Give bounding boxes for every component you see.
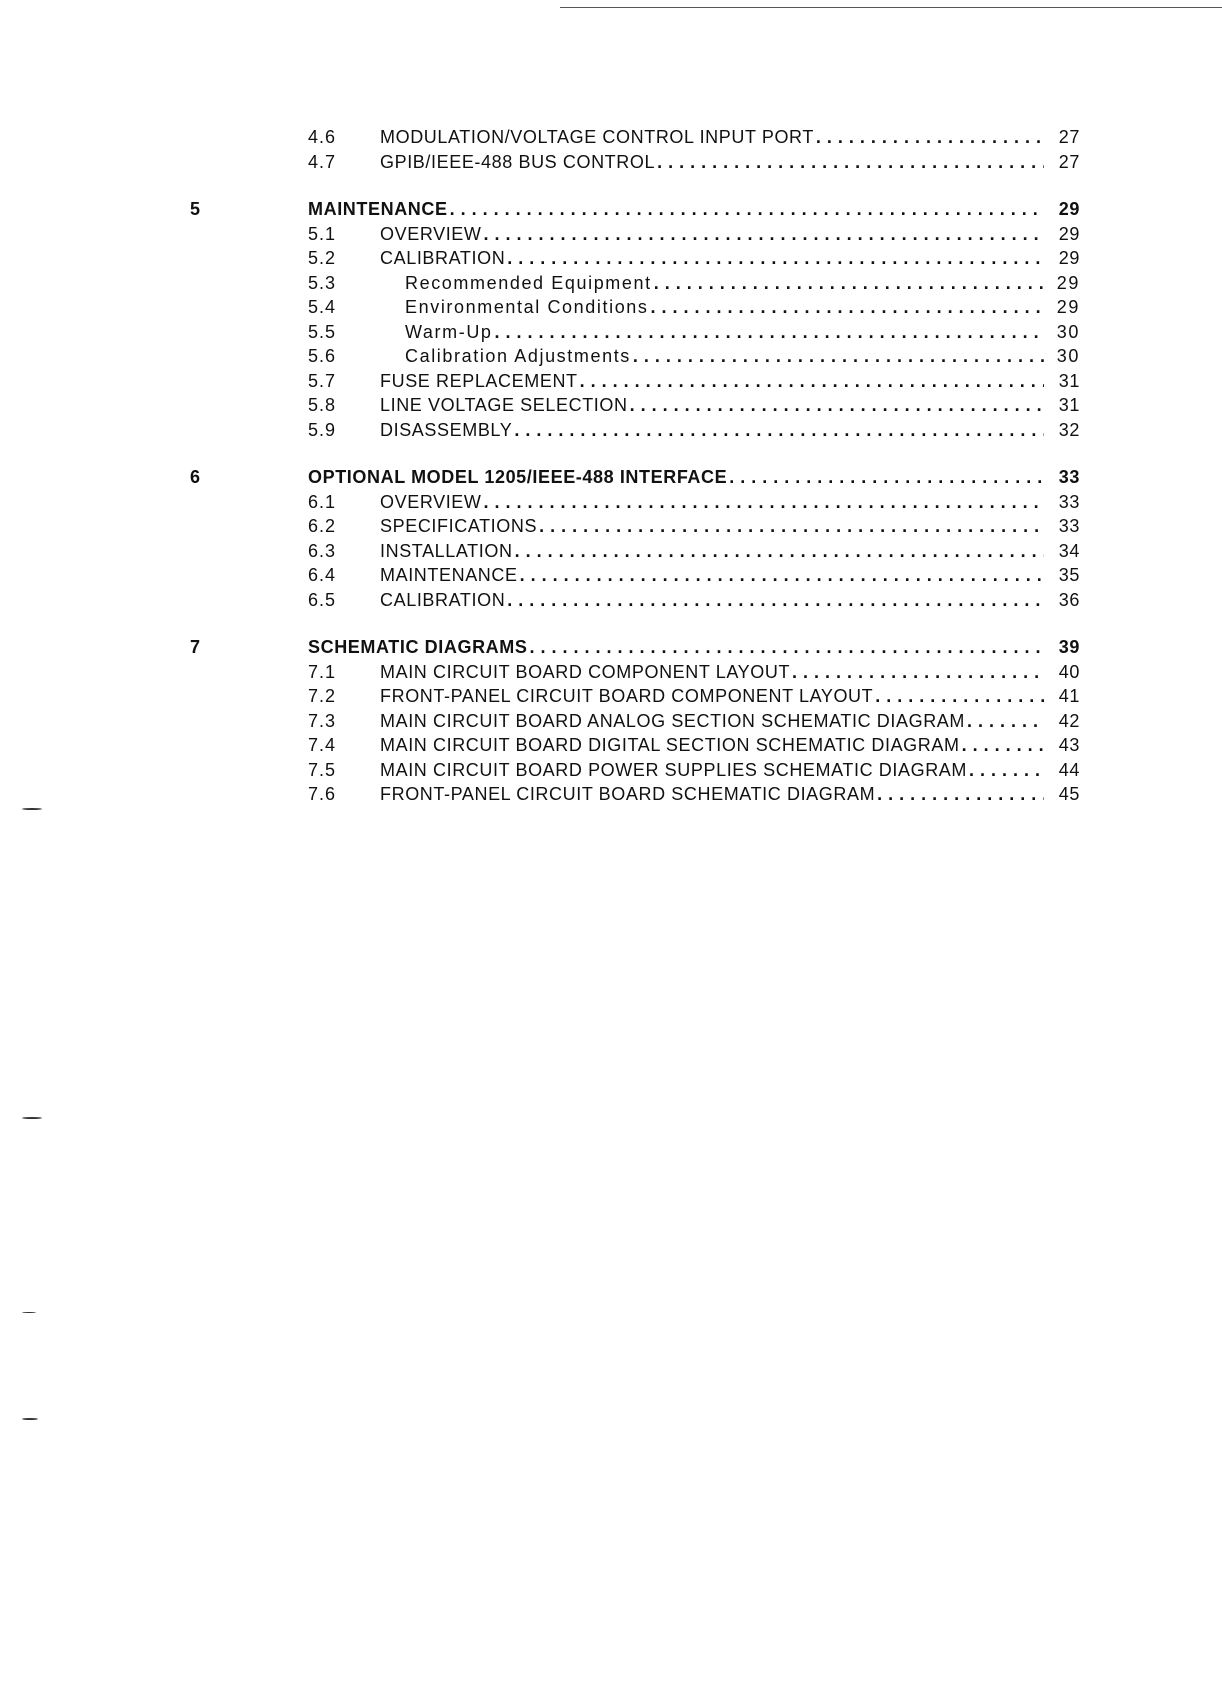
toc-entry[interactable] — [0, 563, 1222, 588]
toc-entry[interactable] — [0, 588, 1222, 613]
dot-leader — [495, 320, 1044, 345]
entry-page: 41 — [1058, 686, 1080, 706]
entry-line — [380, 758, 1080, 783]
chapter-title: OPTIONAL MODEL 1205/IEEE-488 INTERFACE — [308, 467, 728, 487]
entry-title: OVERVIEW — [380, 491, 482, 512]
entry-line — [405, 271, 1080, 296]
chapter-page: 29 — [1058, 199, 1080, 219]
entry-number: 6.1 — [308, 491, 337, 512]
entry-line — [380, 514, 1080, 539]
dot-leader — [484, 490, 1045, 515]
entry-line — [380, 709, 1080, 734]
entry-page: 42 — [1058, 710, 1080, 731]
binding-hole-mark — [22, 1418, 38, 1420]
entry-number: 7.4 — [308, 735, 337, 755]
entry-page: 43 — [1058, 735, 1080, 755]
toc-entry[interactable] — [0, 369, 1222, 394]
entry-title: DISASSEMBLY — [380, 419, 513, 440]
entry-number: 4.6 — [308, 127, 337, 147]
chapter-number: 6 — [190, 467, 201, 487]
toc-entry[interactable] — [0, 222, 1222, 247]
entry-page: 27 — [1058, 151, 1080, 172]
entry-title: FRONT-PANEL CIRCUIT BOARD COMPONENT LAYOUT — [380, 686, 874, 706]
entry-page: 29 — [1058, 248, 1080, 268]
entry-title: FRONT-PANEL CIRCUIT BOARD SCHEMATIC DIAGRAM — [380, 784, 876, 804]
entry-line — [380, 563, 1080, 588]
dot-leader — [630, 393, 1044, 418]
entry-title: MAIN CIRCUIT BOARD COMPONENT LAYOUT — [380, 661, 791, 682]
entry-line — [380, 588, 1080, 613]
entry-number: 4.7 — [308, 151, 337, 172]
entry-title: SPECIFICATIONS — [380, 516, 538, 536]
entry-line — [380, 733, 1080, 758]
entry-page: 40 — [1058, 661, 1080, 682]
chapter-line — [308, 635, 1080, 660]
dot-leader — [877, 782, 1044, 807]
dot-leader — [580, 369, 1044, 394]
chapter-number: 5 — [190, 199, 201, 219]
entry-title: MAINTENANCE — [380, 565, 518, 585]
toc-entry[interactable] — [0, 758, 1222, 783]
entry-title: Recommended Equipment — [405, 272, 652, 293]
entry-title: Environmental Conditions — [405, 297, 649, 317]
entry-title: FUSE REPLACEMENT — [380, 370, 578, 391]
entry-title: LINE VOLTAGE SELECTION — [380, 395, 628, 415]
entry-number: 7.3 — [308, 710, 337, 731]
entry-line — [380, 418, 1080, 443]
dot-leader — [484, 222, 1045, 247]
entry-number: 5.2 — [308, 248, 337, 268]
entry-number: 7.1 — [308, 661, 337, 682]
dot-leader — [539, 514, 1044, 539]
entry-line — [380, 222, 1080, 247]
binding-hole-mark — [22, 1312, 36, 1313]
toc-entry[interactable] — [0, 418, 1222, 443]
toc-chapter-5 — [0, 197, 1222, 442]
entry-line — [405, 344, 1080, 369]
entry-line — [380, 490, 1080, 515]
entry-title: MAIN CIRCUIT BOARD ANALOG SECTION SCHEMATIC DIAGRAM — [380, 710, 965, 731]
dot-leader — [654, 271, 1044, 296]
toc-entry[interactable] — [0, 684, 1222, 709]
entry-title: CALIBRATION — [380, 248, 506, 268]
entry-number: 6.4 — [308, 565, 337, 585]
entry-number: 5.3 — [308, 272, 337, 293]
entry-number: 5.7 — [308, 370, 337, 391]
entry-page: 31 — [1058, 395, 1080, 415]
entry-number: 5.4 — [308, 297, 337, 317]
entry-line — [380, 660, 1080, 685]
entry-page: 34 — [1058, 540, 1080, 561]
binding-hole-mark — [22, 1117, 42, 1119]
entry-line — [380, 393, 1080, 418]
entry-title: OVERVIEW — [380, 223, 482, 244]
dot-leader — [967, 709, 1044, 734]
chapter-line — [308, 197, 1080, 222]
dot-leader — [507, 246, 1044, 271]
chapter-title: MAINTENANCE — [308, 199, 448, 219]
entry-title: Warm-Up — [405, 321, 493, 342]
toc-entry[interactable] — [0, 709, 1222, 734]
entry-page: 30 — [1056, 321, 1080, 342]
entry-page: 44 — [1058, 759, 1080, 780]
entry-number: 7.2 — [308, 686, 337, 706]
entry-number: 6.2 — [308, 516, 337, 536]
entry-title: CALIBRATION — [380, 589, 506, 610]
toc-chapter-7 — [0, 635, 1222, 807]
chapter-number: 7 — [190, 637, 201, 657]
toc-entry[interactable] — [0, 660, 1222, 685]
entry-line — [380, 539, 1080, 564]
chapter-page: 33 — [1058, 467, 1080, 487]
toc-entry[interactable] — [0, 320, 1222, 345]
toc-chapter-heading[interactable] — [0, 197, 1222, 222]
entry-number: 5.6 — [308, 346, 337, 366]
entry-line — [405, 320, 1080, 345]
entry-number: 5.8 — [308, 395, 337, 415]
toc-entry[interactable] — [0, 539, 1222, 564]
dot-leader — [875, 684, 1044, 709]
entry-page: 33 — [1058, 491, 1080, 512]
entry-page: 45 — [1058, 784, 1080, 804]
dot-leader — [962, 733, 1044, 758]
toc-chapter-heading[interactable] — [0, 465, 1222, 490]
entry-page: 33 — [1058, 516, 1080, 536]
toc-entry[interactable] — [0, 246, 1222, 271]
entry-page: 29 — [1056, 272, 1080, 293]
toc-chapter-6 — [0, 465, 1222, 612]
entry-line — [380, 684, 1080, 709]
entry-page: 30 — [1056, 346, 1080, 366]
toc-entry[interactable] — [0, 733, 1222, 758]
entry-page: 36 — [1058, 589, 1080, 610]
toc-entry[interactable] — [0, 125, 1222, 150]
toc-entry[interactable] — [0, 782, 1222, 807]
dot-leader — [520, 563, 1044, 588]
entry-page: 32 — [1058, 419, 1080, 440]
entry-page: 31 — [1058, 370, 1080, 391]
scan-edge-rule — [560, 7, 1222, 8]
entry-title: MAIN CIRCUIT BOARD DIGITAL SECTION SCHEMATIC DIAGRAM — [380, 735, 960, 755]
chapter-line — [308, 465, 1080, 490]
dot-leader — [514, 418, 1044, 443]
chapter-title: SCHEMATIC DIAGRAMS — [308, 637, 528, 657]
dot-leader — [651, 295, 1044, 320]
entry-line — [380, 150, 1080, 175]
table-of-contents — [0, 125, 1222, 830]
toc-entry[interactable] — [0, 150, 1222, 175]
entry-number: 6.5 — [308, 589, 337, 610]
entry-title: Calibration Adjustments — [405, 346, 631, 366]
entry-number: 7.5 — [308, 759, 337, 780]
chapter-page: 39 — [1058, 637, 1080, 657]
entry-line — [405, 295, 1080, 320]
dot-leader — [657, 150, 1044, 175]
entry-page: 27 — [1058, 127, 1080, 147]
entry-line — [380, 369, 1080, 394]
dot-leader — [529, 635, 1044, 660]
entry-line — [380, 125, 1080, 150]
entry-title: INSTALLATION — [380, 540, 513, 561]
dot-leader — [633, 344, 1044, 369]
entry-page: 29 — [1058, 223, 1080, 244]
toc-entry[interactable] — [0, 344, 1222, 369]
toc-chapter-heading[interactable] — [0, 635, 1222, 660]
entry-line — [380, 246, 1080, 271]
dot-leader — [792, 660, 1044, 685]
dot-leader — [816, 125, 1044, 150]
toc-entry[interactable] — [0, 490, 1222, 515]
entry-title: GPIB/IEEE-488 BUS CONTROL — [380, 151, 656, 172]
toc-section-4-continued — [0, 125, 1222, 174]
entry-number: 5.9 — [308, 419, 337, 440]
entry-title: MAIN CIRCUIT BOARD POWER SUPPLIES SCHEMATIC DIAGRAM — [380, 759, 967, 780]
entry-number: 6.3 — [308, 540, 337, 561]
dot-leader — [507, 588, 1044, 613]
dot-leader — [729, 465, 1044, 490]
toc-entry[interactable] — [0, 271, 1222, 296]
entry-line — [380, 782, 1080, 807]
entry-number: 5.5 — [308, 321, 337, 342]
entry-number: 7.6 — [308, 784, 337, 804]
dot-leader — [515, 539, 1044, 564]
entry-page: 29 — [1056, 297, 1080, 317]
entry-page: 35 — [1058, 565, 1080, 585]
toc-entry[interactable] — [0, 514, 1222, 539]
dot-leader — [450, 197, 1044, 222]
entry-title: MODULATION/VOLTAGE CONTROL INPUT PORT — [380, 127, 814, 147]
toc-entry[interactable] — [0, 393, 1222, 418]
entry-number: 5.1 — [308, 223, 337, 244]
dot-leader — [969, 758, 1044, 783]
toc-entry[interactable] — [0, 295, 1222, 320]
